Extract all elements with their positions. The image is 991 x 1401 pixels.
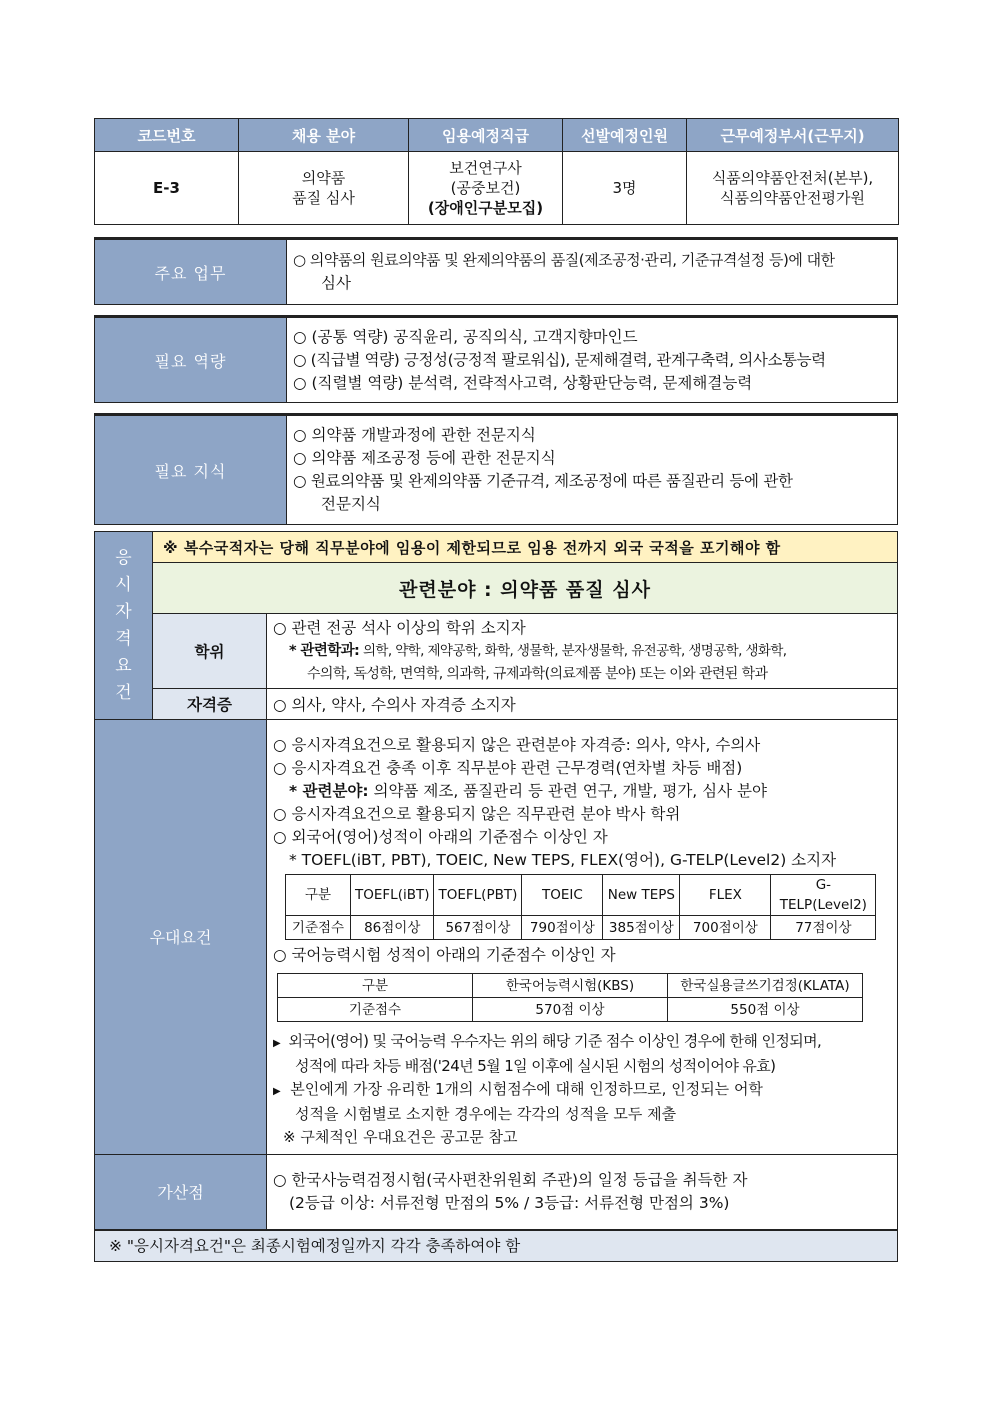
bonus-label: 가산점 (95, 1155, 267, 1230)
english-score-row (286, 916, 876, 940)
preference-body (267, 720, 898, 1155)
degree-line2 (273, 640, 891, 663)
english-score-header (286, 875, 876, 916)
english-score-table (285, 874, 876, 940)
table-cell: 기준점수 (286, 916, 351, 940)
position-field (239, 152, 409, 225)
header-count: 선발예정인원 (563, 119, 687, 152)
position-row (95, 152, 899, 225)
job-posting-document (94, 118, 898, 1262)
side-char: 건 (115, 682, 132, 703)
preference-bullet (273, 1030, 893, 1149)
position-code: E-3 (95, 152, 239, 225)
degree-line3: 수의학, 독성학, 면역학, 의과학, 규제과학(의료제품 분야) 또는 이와 관련된 학과 (307, 665, 768, 682)
preference-line: ○ 외국어(영어)성적이 아래의 기준점수 이상인 자 (273, 828, 608, 846)
degree-label: 학위 (153, 614, 267, 689)
license-label: 자격증 (153, 689, 267, 720)
bullet-line (273, 1030, 893, 1055)
duties-section (94, 237, 898, 305)
table-cell: 700점이상 (680, 916, 771, 940)
table-cell: 77점이상 (771, 916, 876, 940)
dual-nationality-notice: ※ 복수국적자는 당해 직무분야에 임용이 제한되므로 임용 전까지 외국 국적을 포기해야 함 (153, 532, 898, 563)
grade-line3: (장애인구분모집) (427, 199, 544, 217)
bullet-text-cont: 성적을 시험별로 소지한 경우에는 각각의 성적을 모두 제출 (295, 1105, 677, 1123)
bullet-text: 외국어(영어) 및 국어능력 우수자는 위의 해당 기준 점수 이상인 경우에 한해 인정되며, (288, 1032, 822, 1050)
korean-score-row (278, 998, 863, 1022)
grade-line1: 보건연구사 (449, 159, 522, 177)
table-cell: 구분 (286, 875, 351, 916)
dept-line2: 식품의약품안전평가원 (720, 189, 865, 207)
position-table (94, 118, 899, 225)
field-line1: 의약품 (301, 169, 346, 187)
table-cell: TOEFL(iBT) (351, 875, 434, 916)
knowledge-label: 필요 지식 (95, 415, 287, 525)
competency-item: ○ (직렬별 역량) 분석력, 전략적사고력, 상황판단능력, 문제해결능력 (293, 373, 753, 392)
preference-line: ○ 응시자격요건 충족 이후 직무분야 관련 근무경력(연차별 차등 배점) (273, 759, 743, 777)
competency-body (287, 317, 898, 403)
duties-body (287, 239, 898, 305)
knowledge-item: ○ 의약품 제조공정 등에 관한 전문지식 (293, 449, 556, 467)
table-cell: FLEX (680, 875, 771, 916)
competency-section (94, 315, 898, 403)
degree-dept-text: 의학, 약학, 제약공학, 화학, 생물학, 분자생물학, 유전공학, 생명공학, 생화학, (359, 642, 787, 659)
side-char: 요 (115, 655, 132, 676)
license-body: ○ 의사, 약사, 수의사 자격증 소지자 (267, 689, 898, 720)
grade-line2: (공중보건) (450, 179, 521, 197)
field-line2: 품질 심사 (292, 189, 355, 207)
position-dept (687, 152, 899, 225)
side-char: 시 (115, 574, 132, 595)
bonus-line1: ○ 한국사능력검정시험(국사편찬위원회 주관)의 일정 등급을 취득한 자 (273, 1171, 748, 1189)
preference-line: ○ 응시자격요건으로 활용되지 않은 관련분야 자격증: 의사, 약사, 수의사 (273, 736, 761, 754)
qualification-side-label (95, 532, 153, 720)
table-cell: TOEFL(PBT) (434, 875, 522, 916)
header-code: 코드번호 (95, 119, 239, 152)
preference-reference: ※ 구체적인 우대요건은 공고문 참고 (283, 1128, 518, 1146)
degree-dept-label: * 관련학과: (289, 642, 360, 659)
competency-label: 필요 역량 (95, 317, 287, 403)
header-dept: 근무예정부서(근무지) (687, 119, 899, 152)
bullet-text-cont: 성적에 따라 차등 배점('24년 5월 1일 이후에 실시된 시험의 성적이어야 유효) (295, 1057, 776, 1075)
korean-score-header (278, 974, 863, 998)
table-cell: 기준점수 (278, 998, 473, 1022)
duties-line1: ○ 의약품의 원료의약품 및 완제의약품의 품질(제조공정·관리, 기준규격설정 등)에 대한 (293, 251, 835, 269)
preference-line: ○ 응시자격요건으로 활용되지 않은 직무관련 분야 박사 학위 (273, 805, 681, 823)
knowledge-item-cont: 전문지식 (321, 495, 381, 513)
duties-line2: 심사 (321, 274, 351, 292)
preference-line: * TOEFL(iBT, PBT), TOEIC, New TEPS, FLEX(영어), G-TELP(Level2) 소지자 (289, 851, 837, 869)
bullet-text: 본인에게 가장 유리한 1개의 시험점수에 대해 인정하므로, 인정되는 어학 (290, 1080, 763, 1098)
position-grade (409, 152, 563, 225)
header-field: 채용 분야 (239, 119, 409, 152)
position-header-row (95, 119, 899, 152)
knowledge-item: ○ 의약품 개발과정에 관한 전문지식 (293, 426, 536, 444)
triangle-bullet-icon: ▶ (273, 1086, 281, 1097)
side-char: 격 (115, 628, 132, 649)
qualification-section (94, 531, 898, 1230)
table-cell: TOEIC (522, 875, 603, 916)
table-cell: 567점이상 (434, 916, 522, 940)
korean-score-table (277, 973, 863, 1022)
preference-line (273, 780, 893, 803)
competency-item: ○ (직급별 역량) 긍정성(긍정적 팔로워십), 문제해결력, 관계구축력, 의사소통능력 (293, 350, 826, 369)
footer-note: ※ "응시자격요건"은 최종시험예정일까지 각각 충족하여야 함 (94, 1230, 898, 1262)
bonus-line2: (2등급 이상: 서류전형 만점의 5% / 3등급: 서류전형 만점의 3%) (289, 1194, 730, 1212)
degree-line1: ○ 관련 전공 석사 이상의 학위 소지자 (273, 618, 526, 637)
table-cell: 550점 이상 (668, 998, 863, 1022)
knowledge-body (287, 415, 898, 525)
competency-item: ○ (공통 역량) 공직윤리, 공직의식, 고객지향마인드 (293, 327, 638, 346)
knowledge-section (94, 413, 898, 525)
position-count: 3명 (563, 152, 687, 225)
header-grade: 임용예정직급 (409, 119, 563, 152)
side-char: 자 (115, 601, 132, 622)
table-cell: 한국실용글쓰기검정(KLATA) (668, 974, 863, 998)
preference-label: 우대요건 (95, 720, 267, 1155)
bullet-line (273, 1078, 893, 1103)
table-cell: New TEPS (603, 875, 680, 916)
related-field-title: 관련분야 : 의약품 품질 심사 (153, 563, 898, 614)
dept-line1: 식품의약품안전처(본부), (711, 169, 874, 187)
degree-body (267, 614, 898, 689)
duties-label: 주요 업무 (95, 239, 287, 305)
table-cell: 570점 이상 (473, 998, 668, 1022)
knowledge-item: ○ 원료의약품 및 완제의약품 기준규격, 제조공정에 따른 품질관리 등에 관한 (293, 472, 793, 490)
preference-field-text: 의약품 제조, 품질관리 등 관련 연구, 개발, 평가, 심사 분야 (368, 782, 767, 800)
bonus-body (267, 1155, 898, 1230)
table-cell: 한국어능력시험(KBS) (473, 974, 668, 998)
table-cell: 385점이상 (603, 916, 680, 940)
table-cell: 구분 (278, 974, 473, 998)
table-cell: 86점이상 (351, 916, 434, 940)
preference-line: ○ 국어능력시험 성적이 아래의 기준점수 이상인 자 (273, 946, 616, 964)
preference-field-label: * 관련분야: (289, 782, 369, 800)
table-cell: 790점이상 (522, 916, 603, 940)
table-cell: G-TELP(Level2) (771, 875, 876, 916)
triangle-bullet-icon: ▶ (273, 1038, 281, 1049)
side-char: 응 (115, 547, 132, 568)
